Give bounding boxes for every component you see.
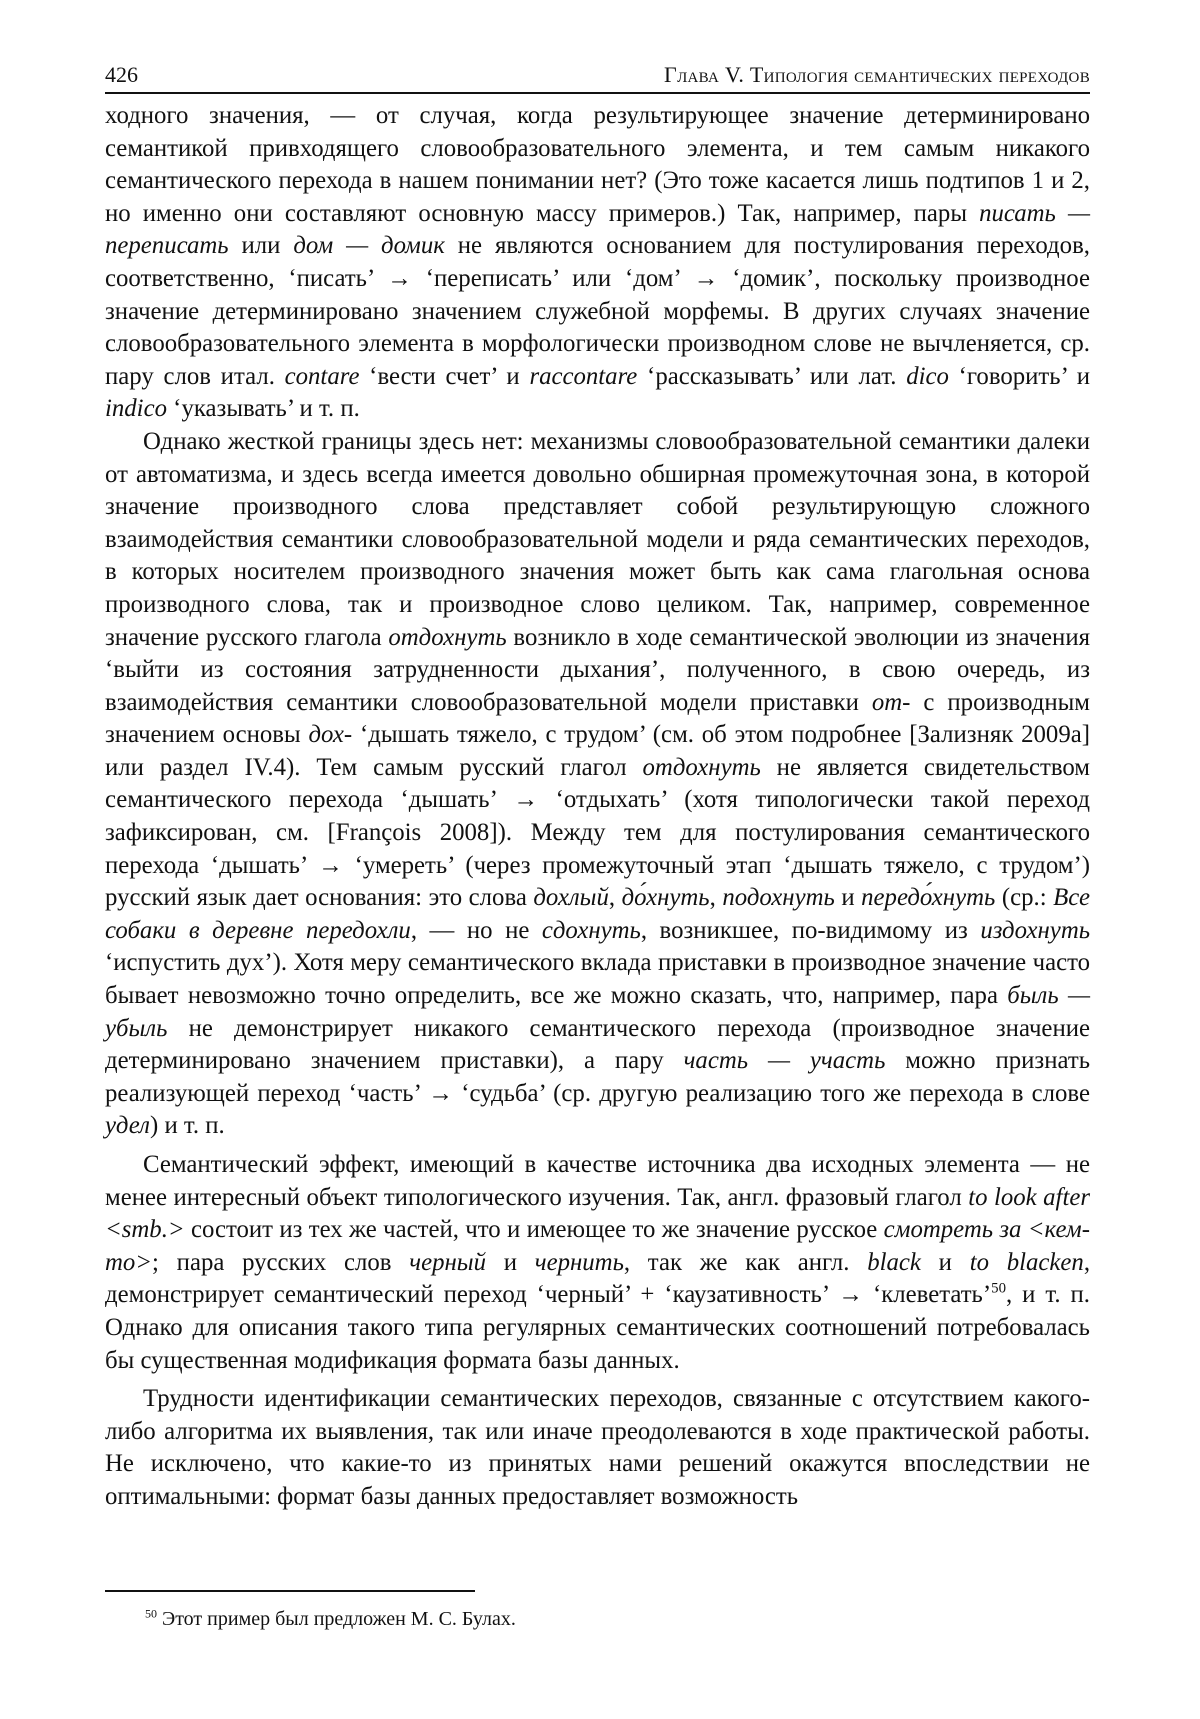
text-run: (ср.: xyxy=(995,884,1054,912)
example-italic: raccontare xyxy=(529,362,638,390)
text-run: , xyxy=(608,884,622,912)
body-text xyxy=(105,100,1090,1514)
example-italic: дох- xyxy=(308,721,353,749)
example-italic: подохнуть xyxy=(722,884,835,912)
example-italic: отдохнуть xyxy=(642,753,761,781)
example-italic: часть — участь xyxy=(683,1047,886,1075)
example-italic: Все собаки в деревне передохли xyxy=(105,884,1090,944)
example-italic: to blacken xyxy=(969,1248,1084,1276)
text-run: , — но не xyxy=(410,916,542,944)
text-run: ‘говорить’ и xyxy=(948,362,1090,390)
example-italic: black xyxy=(867,1248,921,1276)
example-italic: чернить xyxy=(534,1248,624,1276)
text-run: ‘рассказывать’ или лат. xyxy=(637,362,907,390)
text-run: , возникшее, по-видимому из xyxy=(640,916,981,944)
example-italic: дом — домик xyxy=(293,232,445,260)
text-run: или xyxy=(228,232,294,260)
page xyxy=(105,62,1090,1514)
text-run: можно признать реализующей переход ‘часть’ → ‘судьба’ (ср. другую реализацию того же перехода в слове xyxy=(105,1047,1090,1107)
text-run: ‘испустить дух’). Хотя меру семантического вклада приставки в производное значение часто бывает невозможно точно определить, все же можно сказать, что, например, пара xyxy=(105,949,1090,1010)
example-italic: дохлый xyxy=(533,884,609,912)
paragraph-3 xyxy=(105,1149,1090,1377)
text-run: ‘указывать’ и т. п. xyxy=(166,395,360,423)
example-italic: от- xyxy=(871,688,911,716)
text-run: с производным значением основы xyxy=(105,688,1090,749)
example-italic: издохнуть xyxy=(980,916,1091,944)
text-run: Семантический эффект, имеющий в качестве источника два исходных элемента — не менее интересный объект типологического изучения. Так, англ. фразовый глагол xyxy=(105,1151,1090,1211)
chapter-title: Глава V. Типология семантических переходов xyxy=(664,62,1090,87)
text-run: , и т. п. Однако для описания такого типа регулярных семантических соотношений потребовалась бы существенная модификация формата базы данных. xyxy=(105,1281,1090,1374)
text-run: возникло в ходе семантической эволюции из значения ‘выйти из состояния затрудненности дыхания’, полученного, в свою очередь, из взаимодействия семантики словообразовательной модели приставки xyxy=(105,623,1090,716)
text-run: состоит из тех же частей, что и имеющее то же значение русское xyxy=(184,1216,884,1244)
page-number: 426 xyxy=(105,62,138,87)
example-italic: быль — убыль xyxy=(105,982,1090,1042)
footnote xyxy=(145,1606,516,1632)
footnote-text: Этот пример был предложен М. С. Булах. xyxy=(157,1608,516,1630)
text-run: ходного значения, — от случая, когда результирующее значение детерминировано семантикой привходящего словообразовательного элемента, и тем самым никакого семантического перехода в нашем понимании нет? (Это тоже касается лишь подтипов 1 и 2, но именно они составляют основную массу примеров.) Так, например, пары xyxy=(105,102,1090,227)
text-run: , так же как англ. xyxy=(623,1248,868,1276)
text-run: не демонстрирует никакого семантического перехода (производное значение детерминировано значением приставки), а пару xyxy=(105,1014,1090,1075)
example-italic: передо́хнуть xyxy=(861,884,996,912)
paragraph-4 xyxy=(105,1383,1090,1513)
text-run: ; пара русских слов xyxy=(152,1248,410,1276)
text-run: Однако жесткой границы здесь нет: механизмы словообразовательной семантики далеки от автоматизма, и здесь всегда имеется довольно обширная промежуточная зона, в которой значение производного слова представляет собой результирующую сложного взаимодействия семантики словообразовательной модели и ряда семантических переходов, в которых носителем производного значения может быть как сама глагольная основа производного слова, так и производное слово целиком. Так, например, современное значение русского глагола xyxy=(105,427,1090,651)
footnote-number: 50 xyxy=(145,1606,157,1621)
text-run: не является свидетельством семантического перехода ‘дышать’ → ‘отдыхать’ (хотя типологически такой переход зафиксирован, см. [François 2008]). Между тем для постулирования семантического перехода ‘дышать’ → ‘умереть’ (через промежуточный этап ‘дышать тяжело, с трудом’) русский язык дает основания: это слова xyxy=(105,753,1090,912)
text-run: и xyxy=(920,1248,970,1276)
text-run: не являются основанием для постулирования переходов, соответственно, ‘писать’ → ‘переписать’ или ‘дом’ → ‘домик’, поскольку производное значение детерминировано значением служебной морфемы. В других случаях значение словообразовательного элемента в морфологически производном слове не вычленяется, ср. пару слов итал. xyxy=(105,232,1090,390)
footnote-ref[interactable]: 50 xyxy=(991,1281,1006,1298)
example-italic: до́хнуть xyxy=(621,884,710,912)
text-run: , xyxy=(709,884,723,912)
example-italic: dico xyxy=(906,362,949,390)
example-italic: черный xyxy=(409,1248,486,1276)
paragraph-1 xyxy=(105,100,1090,426)
text-run: ‘вести счет’ и xyxy=(359,362,530,390)
example-italic: отдохнуть xyxy=(388,623,507,651)
example-italic: удел xyxy=(105,1112,150,1140)
example-italic: to look after <smb.> xyxy=(105,1183,1090,1244)
running-header xyxy=(105,62,1090,94)
paragraph-2 xyxy=(105,426,1090,1143)
example-italic: сдохнуть xyxy=(541,916,641,944)
example-italic: писать — переписать xyxy=(105,199,1091,260)
text-run: ‘дышать тяжело, с трудом’ (см. об этом подробнее [Зализняк 2009а] или раздел IV.4). Тем самым русский глагол xyxy=(105,721,1090,781)
footnote-rule xyxy=(105,1590,475,1592)
text-run: и xyxy=(485,1248,535,1276)
text-run: , демонстрирует семантический переход ‘черный’ + ‘каузативность’ → ‘клеветать’ xyxy=(105,1248,1091,1309)
text-run: ) и т. п. xyxy=(149,1112,225,1140)
text-run: Трудности идентификации семантических переходов, связанные с отсутствием какого-либо алгоритма их выявления, так или иначе преодолеваются в ходе практической работы. Не исключено, что какие-то из принятых нами решений окажутся впоследствии не оптимальными: формат базы данных предоставляет возможность xyxy=(105,1385,1090,1510)
example-italic: смотреть за <кем-то> xyxy=(105,1216,1090,1276)
text-run: и xyxy=(834,884,862,912)
example-italic: contare xyxy=(284,362,360,390)
example-italic: indico xyxy=(105,395,167,423)
